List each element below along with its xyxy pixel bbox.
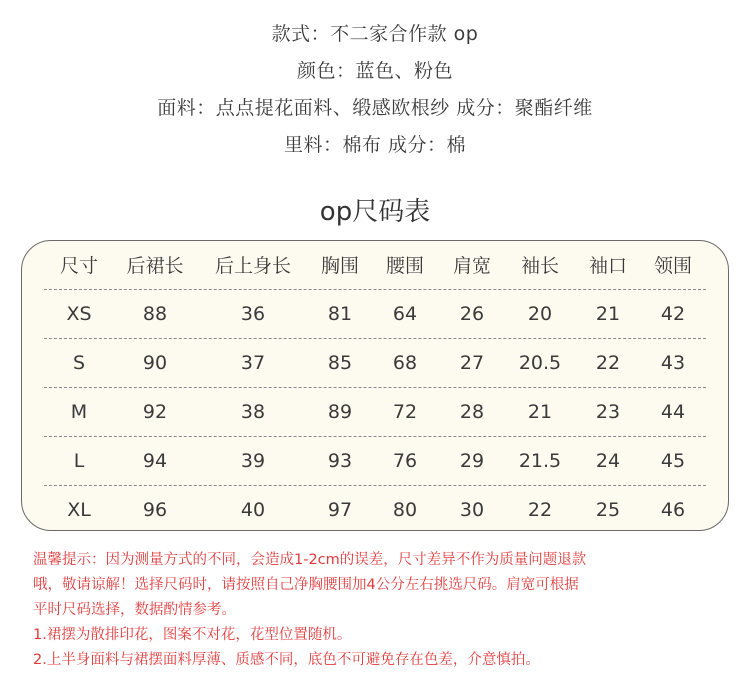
value-cell: 97 [327,499,353,521]
value-cell: 23 [595,401,621,423]
header-row [22,246,730,286]
size-cell: S [72,352,86,374]
header-cell: 肩宽 [452,255,492,277]
value-cell: 90 [142,352,168,374]
value-cell: 64 [392,303,418,325]
header-cell: 袖长 [520,255,560,277]
header-cell: 后上身长 [214,255,292,277]
value-cell: 25 [595,499,621,521]
table-row [22,343,730,383]
value-cell: 43 [660,352,686,374]
value-cell: 21.5 [518,450,562,472]
size-cell: M [70,401,88,423]
value-cell: 20 [527,303,553,325]
value-cell: 42 [660,303,686,325]
row-divider [44,338,706,339]
value-cell: 38 [240,401,266,423]
value-cell: 22 [595,352,621,374]
style-line: 款式：不二家合作款 op [271,23,479,45]
value-cell: 21 [595,303,621,325]
color-line: 颜色：蓝色、粉色 [296,60,453,82]
value-cell: 45 [660,450,686,472]
value-cell: 76 [392,450,418,472]
value-cell: 81 [327,303,353,325]
header-cell: 腰围 [385,255,425,277]
value-cell: 94 [142,450,168,472]
value-cell: 40 [240,499,266,521]
value-cell: 22 [527,499,553,521]
value-cell: 36 [240,303,266,325]
header-cell: 尺寸 [59,255,99,277]
lining-line: 里料：棉布 成分：棉 [283,134,467,156]
row-divider [44,387,706,388]
value-cell: 37 [240,352,266,374]
value-cell: 46 [660,499,686,521]
header-cell: 后裙长 [126,255,184,277]
size-chart-table [21,240,729,531]
row-divider [44,485,706,486]
table-row [22,294,730,334]
value-cell: 80 [392,499,418,521]
value-cell: 44 [660,401,686,423]
value-cell: 27 [459,352,485,374]
header-cell: 胸围 [320,255,360,277]
value-cell: 85 [327,352,353,374]
header-cell: 领围 [653,255,693,277]
notes-section [33,548,733,673]
note-line: 2.上半身面料与裙摆面料厚薄、质感不同，底色不可避免存在色差，介意慎拍。 [33,652,540,668]
value-cell: 39 [240,450,266,472]
size-cell: L [73,450,85,472]
note-line: 1.裙摆为散排印花，图案不对花，花型位置随机。 [33,627,352,643]
size-chart-title: op尺码表 [319,197,431,227]
note-line: 平时尺码选择，数据酌情参考。 [33,602,236,618]
value-cell: 68 [392,352,418,374]
table-row [22,441,730,481]
value-cell: 30 [459,499,485,521]
value-cell: 20.5 [518,352,562,374]
size-cell: XL [67,499,91,521]
note-line: 哦，敬请谅解！选择尺码时，请按照自己净胸腰围加4公分左右挑选尺码。肩宽可根据 [33,577,579,593]
value-cell: 29 [459,450,485,472]
table-row [22,490,730,530]
header-cell: 袖口 [588,255,628,277]
value-cell: 24 [595,450,621,472]
value-cell: 21 [527,401,553,423]
value-cell: 88 [142,303,168,325]
table-row [22,392,730,432]
value-cell: 92 [142,401,168,423]
fabric-line: 面料：点点提花面料、缎感欧根纱 成分：聚酯纤维 [157,97,593,119]
value-cell: 28 [459,401,485,423]
row-divider [44,289,706,290]
value-cell: 72 [392,401,418,423]
value-cell: 89 [327,401,353,423]
value-cell: 93 [327,450,353,472]
size-cell: XS [66,303,92,325]
note-line: 温馨提示：因为测量方式的不同，会造成1-2cm的误差，尺寸差异不作为质量问题退款 [33,552,587,568]
value-cell: 26 [459,303,485,325]
row-divider [44,436,706,437]
value-cell: 96 [142,499,168,521]
